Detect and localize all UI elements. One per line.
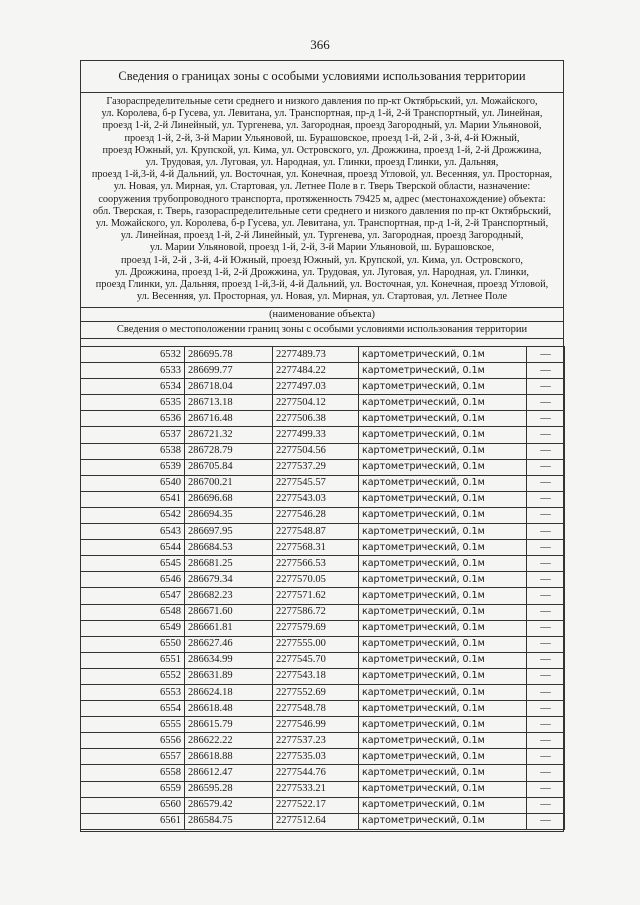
x-coordinate-cell: 286584.75 — [185, 813, 273, 829]
y-coordinate-cell: 2277548.87 — [273, 524, 359, 540]
method-accuracy-cell: картометрический, 0.1м — [359, 363, 527, 379]
note-cell: — — [527, 556, 565, 572]
table-row — [81, 588, 565, 604]
table-row — [81, 363, 565, 379]
x-coordinate-cell: 286705.84 — [185, 459, 273, 475]
method-accuracy-cell: картометрический, 0.1м — [359, 668, 527, 684]
point-number-cell: 6536 — [81, 411, 185, 427]
method-accuracy-cell: картометрический, 0.1м — [359, 572, 527, 588]
table-row — [81, 765, 565, 781]
note-cell: — — [527, 588, 565, 604]
x-coordinate-cell: 286695.78 — [185, 347, 273, 363]
point-number-cell: 6533 — [81, 363, 185, 379]
y-coordinate-cell: 2277543.18 — [273, 668, 359, 684]
x-coordinate-cell: 286699.77 — [185, 363, 273, 379]
y-coordinate-cell: 2277546.28 — [273, 507, 359, 523]
note-cell: — — [527, 347, 565, 363]
method-accuracy-cell: картометрический, 0.1м — [359, 781, 527, 797]
x-coordinate-cell: 286627.46 — [185, 636, 273, 652]
y-coordinate-cell: 2277579.69 — [273, 620, 359, 636]
point-number-cell: 6554 — [81, 701, 185, 717]
note-cell: — — [527, 411, 565, 427]
coordinates-table — [80, 346, 565, 830]
note-cell: — — [527, 684, 565, 700]
description-line: ул. Дрожжина, проезд 1-й, 2-й Дрожжина, ул. Трудовая, ул. Луговая, ул. Народная, ул. Глинки, — [115, 266, 529, 278]
x-coordinate-cell: 286595.28 — [185, 781, 273, 797]
point-number-cell: 6557 — [81, 749, 185, 765]
table-row — [81, 347, 565, 363]
y-coordinate-cell: 2277499.33 — [273, 427, 359, 443]
point-number-cell: 6548 — [81, 604, 185, 620]
point-number-cell: 6551 — [81, 652, 185, 668]
method-accuracy-cell: картометрический, 0.1м — [359, 395, 527, 411]
y-coordinate-cell: 2277568.31 — [273, 540, 359, 556]
x-coordinate-cell: 286618.48 — [185, 701, 273, 717]
x-coordinate-cell: 286615.79 — [185, 717, 273, 733]
method-accuracy-cell: картометрический, 0.1м — [359, 797, 527, 813]
x-coordinate-cell: 286684.53 — [185, 540, 273, 556]
point-number-cell: 6544 — [81, 540, 185, 556]
y-coordinate-cell: 2277504.56 — [273, 443, 359, 459]
note-cell: — — [527, 701, 565, 717]
table-row — [81, 733, 565, 749]
method-accuracy-cell: картометрический, 0.1м — [359, 717, 527, 733]
table-row — [81, 524, 565, 540]
section-title-text: Сведения о границах зоны с особыми условиями использования территории — [118, 68, 526, 83]
point-number-cell: 6561 — [81, 813, 185, 829]
point-number-cell: 6534 — [81, 379, 185, 395]
note-cell: — — [527, 749, 565, 765]
note-cell: — — [527, 379, 565, 395]
y-coordinate-cell: 2277537.29 — [273, 459, 359, 475]
y-coordinate-cell: 2277535.03 — [273, 749, 359, 765]
page-number: 366 — [310, 37, 330, 52]
table-row — [81, 797, 565, 813]
method-accuracy-cell: картометрический, 0.1м — [359, 701, 527, 717]
table-row — [81, 604, 565, 620]
y-coordinate-cell: 2277545.57 — [273, 475, 359, 491]
table-row — [81, 652, 565, 668]
y-coordinate-cell: 2277566.53 — [273, 556, 359, 572]
note-cell: — — [527, 491, 565, 507]
x-coordinate-cell: 286618.88 — [185, 749, 273, 765]
y-coordinate-cell: 2277504.12 — [273, 395, 359, 411]
note-cell: — — [527, 572, 565, 588]
method-accuracy-cell: картометрический, 0.1м — [359, 475, 527, 491]
point-number-cell: 6560 — [81, 797, 185, 813]
description-line: проезд Глинки, ул. Дальняя, проезд 1-й,3-й, 4-й Дальний, ул. Восточная, ул. Конечная, проезд Угловой, — [95, 279, 549, 291]
x-coordinate-cell: 286718.04 — [185, 379, 273, 395]
x-coordinate-cell: 286697.95 — [185, 524, 273, 540]
description-line: проезд 1-й,3-й, 4-й Дальний, ул. Восточная, ул. Конечная, проезд Угловой, ул. Весенняя, ул. Просторная, — [91, 169, 553, 181]
x-coordinate-cell: 286700.21 — [185, 475, 273, 491]
table-row — [81, 620, 565, 636]
table-row — [81, 813, 565, 829]
method-accuracy-cell: картометрический, 0.1м — [359, 588, 527, 604]
table-row — [81, 781, 565, 797]
note-cell: — — [527, 636, 565, 652]
method-accuracy-cell: картометрический, 0.1м — [359, 636, 527, 652]
description-line: обл. Тверская, г. Тверь, газораспределительные сети среднего и низкого давления по пр-кт Октябрьский, — [92, 205, 552, 217]
note-cell: — — [527, 765, 565, 781]
note-cell: — — [527, 507, 565, 523]
point-number-cell: 6539 — [81, 459, 185, 475]
point-number-cell: 6559 — [81, 781, 185, 797]
x-coordinate-cell: 286661.81 — [185, 620, 273, 636]
method-accuracy-cell: картометрический, 0.1м — [359, 540, 527, 556]
note-cell: — — [527, 363, 565, 379]
x-coordinate-cell: 286694.35 — [185, 507, 273, 523]
x-coordinate-cell: 286612.47 — [185, 765, 273, 781]
note-cell: — — [527, 524, 565, 540]
note-cell: — — [527, 540, 565, 556]
note-cell: — — [527, 797, 565, 813]
note-cell: — — [527, 620, 565, 636]
x-coordinate-cell: 286622.22 — [185, 733, 273, 749]
y-coordinate-cell: 2277537.23 — [273, 733, 359, 749]
table-row — [81, 507, 565, 523]
object-name-label: (наименование объекта) — [80, 307, 564, 321]
description-line: проезд 1-й, 2-й, 3-й Марии Ульяновой, ш. Бурашовское, проезд 1-й, 2-й , 3-й, 4-й Южный, — [124, 132, 520, 144]
point-number-cell: 6558 — [81, 765, 185, 781]
method-accuracy-cell: картометрический, 0.1м — [359, 379, 527, 395]
y-coordinate-cell: 2277552.69 — [273, 684, 359, 700]
x-coordinate-cell: 286721.32 — [185, 427, 273, 443]
point-number-cell: 6550 — [81, 636, 185, 652]
note-cell: — — [527, 459, 565, 475]
description-line: ул. Весенняя, ул. Просторная, ул. Новая, ул. Мирная, ул. Стартовая, ул. Летнее Поле — [136, 291, 508, 303]
table-row — [81, 636, 565, 652]
method-accuracy-cell: картометрический, 0.1м — [359, 347, 527, 363]
table-row — [81, 427, 565, 443]
description-line: ул. Марии Ульяновой, проезд 1-й, 2-й, 3-й Марии Ульяновой, ш. Бурашовское, — [149, 242, 495, 254]
table-row — [81, 459, 565, 475]
table-row — [81, 701, 565, 717]
method-accuracy-cell: картометрический, 0.1м — [359, 684, 527, 700]
table-row — [81, 684, 565, 700]
point-number-cell: 6547 — [81, 588, 185, 604]
method-accuracy-cell: картометрический, 0.1м — [359, 411, 527, 427]
note-cell: — — [527, 652, 565, 668]
y-coordinate-cell: 2277489.73 — [273, 347, 359, 363]
table-row — [81, 491, 565, 507]
x-coordinate-cell: 286631.89 — [185, 668, 273, 684]
point-number-cell: 6545 — [81, 556, 185, 572]
table-row — [81, 668, 565, 684]
note-cell: — — [527, 427, 565, 443]
point-number-cell: 6543 — [81, 524, 185, 540]
y-coordinate-cell: 2277544.76 — [273, 765, 359, 781]
note-cell: — — [527, 813, 565, 829]
y-coordinate-cell: 2277543.03 — [273, 491, 359, 507]
method-accuracy-cell: картометрический, 0.1м — [359, 459, 527, 475]
y-coordinate-cell: 2277548.78 — [273, 701, 359, 717]
y-coordinate-cell: 2277555.00 — [273, 636, 359, 652]
x-coordinate-cell: 286624.18 — [185, 684, 273, 700]
description-line: Газораспределительные сети среднего и низкого давления по пр-кт Октябрьский, ул. Можайского, — [106, 96, 538, 107]
x-coordinate-cell: 286679.34 — [185, 572, 273, 588]
x-coordinate-cell: 286682.23 — [185, 588, 273, 604]
method-accuracy-cell: картометрический, 0.1м — [359, 652, 527, 668]
x-coordinate-cell: 286716.48 — [185, 411, 273, 427]
note-cell: — — [527, 717, 565, 733]
table-row — [81, 379, 565, 395]
x-coordinate-cell: 286634.99 — [185, 652, 273, 668]
table-row — [81, 540, 565, 556]
coordinates-table-body — [81, 347, 565, 830]
table-row — [81, 475, 565, 491]
method-accuracy-cell: картометрический, 0.1м — [359, 427, 527, 443]
table-row — [81, 443, 565, 459]
point-number-cell: 6540 — [81, 475, 185, 491]
description-line: ул. Трудовая, ул. Луговая, ул. Народная, ул. Глинки, проезд Глинки, ул. Дальняя, — [145, 157, 499, 169]
y-coordinate-cell: 2277546.99 — [273, 717, 359, 733]
note-cell: — — [527, 475, 565, 491]
note-cell: — — [527, 443, 565, 459]
y-coordinate-cell: 2277506.38 — [273, 411, 359, 427]
description-line: ул. Королева, б-р Гусева, ул. Левитана, ул. Транспортная, пр-д 1-й, 2-й Транспортный, ул. Линейная, — [101, 108, 543, 120]
point-number-cell: 6535 — [81, 395, 185, 411]
note-cell: — — [527, 733, 565, 749]
point-number-cell: 6556 — [81, 733, 185, 749]
description-line: ул. Линейная, проезд 1-й, 2-й Линейный, ул. Тургенева, ул. Загородная, проезд Загородный, — [120, 230, 524, 242]
table-row — [81, 411, 565, 427]
point-number-cell: 6546 — [81, 572, 185, 588]
y-coordinate-cell: 2277545.70 — [273, 652, 359, 668]
method-accuracy-cell: картометрический, 0.1м — [359, 524, 527, 540]
point-number-cell: 6555 — [81, 717, 185, 733]
x-coordinate-cell: 286579.42 — [185, 797, 273, 813]
point-number-cell: 6532 — [81, 347, 185, 363]
table-row — [81, 395, 565, 411]
y-coordinate-cell: 2277497.03 — [273, 379, 359, 395]
point-number-cell: 6542 — [81, 507, 185, 523]
table-row — [81, 749, 565, 765]
point-number-cell: 6549 — [81, 620, 185, 636]
method-accuracy-cell: картометрический, 0.1м — [359, 620, 527, 636]
method-accuracy-cell: картометрический, 0.1м — [359, 749, 527, 765]
table-row — [81, 572, 565, 588]
method-accuracy-cell: картометрический, 0.1м — [359, 556, 527, 572]
y-coordinate-cell: 2277522.17 — [273, 797, 359, 813]
table-row — [81, 556, 565, 572]
method-accuracy-cell: картометрический, 0.1м — [359, 765, 527, 781]
x-coordinate-cell: 286713.18 — [185, 395, 273, 411]
note-cell: — — [527, 781, 565, 797]
method-accuracy-cell: картометрический, 0.1м — [359, 604, 527, 620]
x-coordinate-cell: 286728.79 — [185, 443, 273, 459]
description-line: сооружения трубопроводного транспорта, протяженность 79425 м, адрес (местонахождение) объекта: — [98, 193, 546, 205]
description-line: ул. Новая, ул. Мирная, ул. Стартовая, ул. Летнее Поле в г. Тверь Тверской области, назначение: — [113, 181, 531, 193]
method-accuracy-cell: картометрический, 0.1м — [359, 491, 527, 507]
point-number-cell: 6537 — [81, 427, 185, 443]
x-coordinate-cell: 286696.68 — [185, 491, 273, 507]
method-accuracy-cell: картометрический, 0.1м — [359, 507, 527, 523]
table-row — [81, 717, 565, 733]
method-accuracy-cell: картометрический, 0.1м — [359, 443, 527, 459]
note-cell: — — [527, 604, 565, 620]
point-number-cell: 6541 — [81, 491, 185, 507]
note-cell: — — [527, 668, 565, 684]
point-number-cell: 6553 — [81, 684, 185, 700]
location-section-header: Сведения о местоположении границ зоны с особыми условиями использования территории — [80, 321, 564, 339]
x-coordinate-cell: 286671.60 — [185, 604, 273, 620]
description-line: ул. Можайского, ул. Королева, б-р Гусева, ул. Левитана, ул. Транспортная, пр-д 1-й, 2-й Транспортный, — [95, 218, 549, 230]
y-coordinate-cell: 2277586.72 — [273, 604, 359, 620]
y-coordinate-cell: 2277484.22 — [273, 363, 359, 379]
y-coordinate-cell: 2277570.05 — [273, 572, 359, 588]
method-accuracy-cell: картометрический, 0.1м — [359, 733, 527, 749]
y-coordinate-cell: 2277571.62 — [273, 588, 359, 604]
point-number-cell: 6538 — [81, 443, 185, 459]
description-line: проезд 1-й, 2-й , 3-й, 4-й Южный, проезд Южный, ул. Крупской, ул. Кима, ул. Островского, — [121, 254, 523, 266]
point-number-cell: 6552 — [81, 668, 185, 684]
note-cell: — — [527, 395, 565, 411]
description-line: проезд Южный, ул. Крупской, ул. Кима, ул. Островского, ул. Дрожжина, проезд 1-й, 2-й Дрожжина, — [102, 144, 542, 156]
y-coordinate-cell: 2277512.64 — [273, 813, 359, 829]
object-description — [82, 96, 562, 303]
x-coordinate-cell: 286681.25 — [185, 556, 273, 572]
method-accuracy-cell: картометрический, 0.1м — [359, 813, 527, 829]
section-title — [80, 60, 564, 93]
y-coordinate-cell: 2277533.21 — [273, 781, 359, 797]
description-line: проезд 1-й, 2-й Линейный, ул. Тургенева, ул. Загородная, проезд Загородный, ул. Марии Ульяновой, — [102, 120, 542, 132]
